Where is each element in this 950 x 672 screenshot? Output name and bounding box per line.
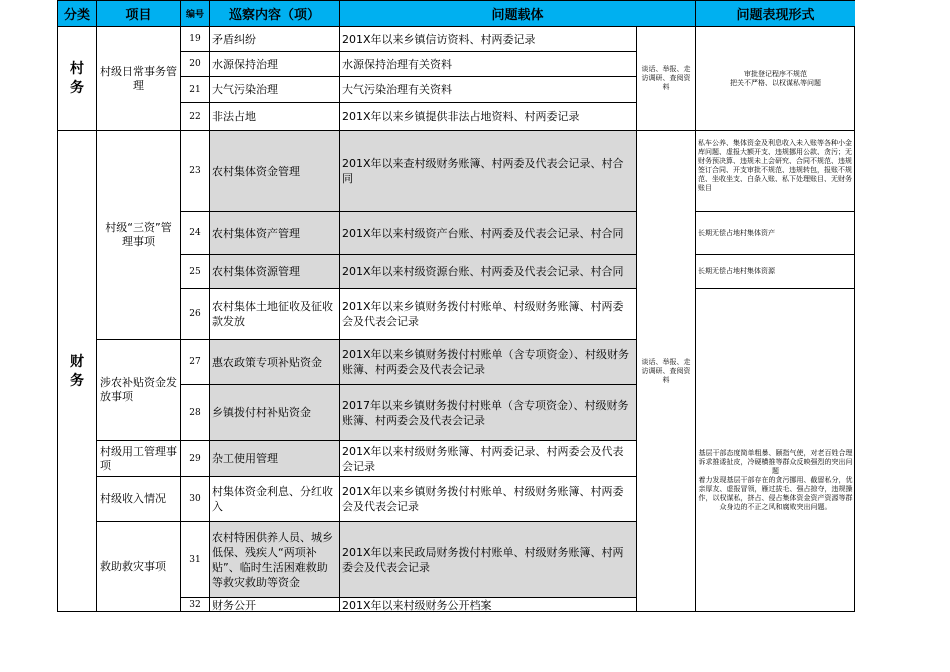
row-carrier: 2017年以来乡镇财务拨付村账单（含专项资金）、村级财务账簿、村两委会及代表会记录 xyxy=(340,385,637,441)
row-number: 20 xyxy=(181,52,210,77)
method-village: 谈话、举报、走访调研、查阅资料 xyxy=(637,27,696,131)
row-content: 惠农政策专项补贴资金 xyxy=(210,340,340,385)
inspection-table xyxy=(57,0,855,612)
method-finance: 谈话、举报、走访调研、查阅资料 xyxy=(637,131,696,612)
header-item: 项目 xyxy=(97,1,181,27)
row-carrier: 201X年以来乡镇财务拨付村账单、村级财务账簿、村两委会及代表会记录 xyxy=(340,477,637,522)
row-carrier: 水源保持治理有关资料 xyxy=(340,52,637,77)
row-carrier: 201X年以来村级资产台账、村两委及代表会记录、村合同 xyxy=(340,212,637,255)
header-carrier: 问题载体 xyxy=(340,1,696,27)
row-carrier: 201X年以来查村级财务账簿、村两委及代表会记录、村合同 xyxy=(340,131,637,212)
group-labor: 村级用工管理事项 xyxy=(97,441,181,477)
row-number: 28 xyxy=(181,385,210,441)
header-content: 巡察内容（项） xyxy=(210,1,340,27)
row-content: 村集体资金利息、分红收入 xyxy=(210,477,340,522)
row-number: 26 xyxy=(181,289,210,340)
row-content: 矛盾纠纷 xyxy=(210,27,340,52)
row-carrier: 大气污染治理有关资料 xyxy=(340,77,637,103)
group-three-assets: 村级“三资”管理事项 xyxy=(97,131,181,340)
row-number: 29 xyxy=(181,441,210,477)
category-village: 村务 xyxy=(58,27,97,131)
header-category: 分类 xyxy=(58,1,97,27)
form-village: 审批登记程序不规范 把关不严格、以权谋私等问题 xyxy=(696,27,855,131)
row-carrier: 201X年以来乡镇信访资料、村两委记录 xyxy=(340,27,637,52)
row-content: 农村特困供养人员、城乡低保、残疾人“两项补贴”、临时生活困难救助等救灾救助等资金 xyxy=(210,522,340,598)
row-carrier: 201X年以来乡镇财务拨付村账单（含专项资金）、村级财务账簿、村两委会及代表会记录 xyxy=(340,340,637,385)
form-resources: 长期无偿占地村集体资源 xyxy=(696,255,855,289)
row-number: 19 xyxy=(181,27,210,52)
row-content: 水源保持治理 xyxy=(210,52,340,77)
row-carrier: 201X年以来乡镇财务拨付村账单、村级财务账簿、村两委会及代表会记录 xyxy=(340,289,637,340)
row-number: 22 xyxy=(181,103,210,131)
row-number: 27 xyxy=(181,340,210,385)
row-carrier: 201X年以来民政局财务拨付村账单、村级财务账簿、村两委会及代表会记录 xyxy=(340,522,637,598)
row-content: 非法占地 xyxy=(210,103,340,131)
row-number: 30 xyxy=(181,477,210,522)
row-number: 21 xyxy=(181,77,210,103)
form-funds: 私车公养、集体资金及利息收入未入账等各种小金库问题、虚报大额开支、违规挪用公款、贪污；无财务预决算、违规未上会研究、合同不规范、违规签订合同、开支审批不规范、违规转包，报账不规范、坐收坐支、白条入账、私下处理账目、无财务账目 xyxy=(696,131,855,212)
row-number: 32 xyxy=(181,598,210,612)
row-content: 大气污染治理 xyxy=(210,77,340,103)
category-finance: 财务 xyxy=(58,131,97,612)
row-content: 农村集体资源管理 xyxy=(210,255,340,289)
group-subsidy: 涉农补贴资金发放事项 xyxy=(97,340,181,441)
row-content: 乡镇拨付村补贴资金 xyxy=(210,385,340,441)
row-content: 财务公开 xyxy=(210,598,340,612)
group-income: 村级收入情况 xyxy=(97,477,181,522)
group-daily-affairs: 村级日常事务管理 xyxy=(97,27,181,131)
group-relief: 救助救灾事项 xyxy=(97,522,181,612)
row-carrier: 201X年以来村级财务公开档案 xyxy=(340,598,637,612)
row-content: 农村集体资产管理 xyxy=(210,212,340,255)
row-number: 25 xyxy=(181,255,210,289)
form-general: 基层干部态度简单粗暴、颐指气使，对老百姓合理诉求推诿扯皮，冷硬横推等群众反映强烈的突出问题 着力发现基层干部存在的贪污挪用、截留私分，优亲厚友、虚报冒领，雁过拔毛、强占掠夺，违规操作，以权谋私，挤占、侵占集体资金资产资源等群众身边的不正之风和腐败突出问题。 xyxy=(698,449,853,511)
row-carrier: 201X年以来村级资源台账、村两委及代表会记录、村合同 xyxy=(340,255,637,289)
row-carrier: 201X年以来乡镇提供非法占地资料、村两委记录 xyxy=(340,103,637,131)
row-content: 农村集体资金管理 xyxy=(210,131,340,212)
row-number: 23 xyxy=(181,131,210,212)
row-number: 31 xyxy=(181,522,210,598)
row-content: 杂工使用管理 xyxy=(210,441,340,477)
header-form: 问题表现形式 xyxy=(696,1,855,27)
row-number: 24 xyxy=(181,212,210,255)
form-assets: 长期无偿占地村集体资产 xyxy=(696,212,855,255)
row-content: 农村集体土地征收及征收款发放 xyxy=(210,289,340,340)
row-carrier: 201X年以来村级财务账簿、村两委记录、村两委会及代表会记录 xyxy=(340,441,637,477)
header-number: 编号 xyxy=(181,1,210,27)
